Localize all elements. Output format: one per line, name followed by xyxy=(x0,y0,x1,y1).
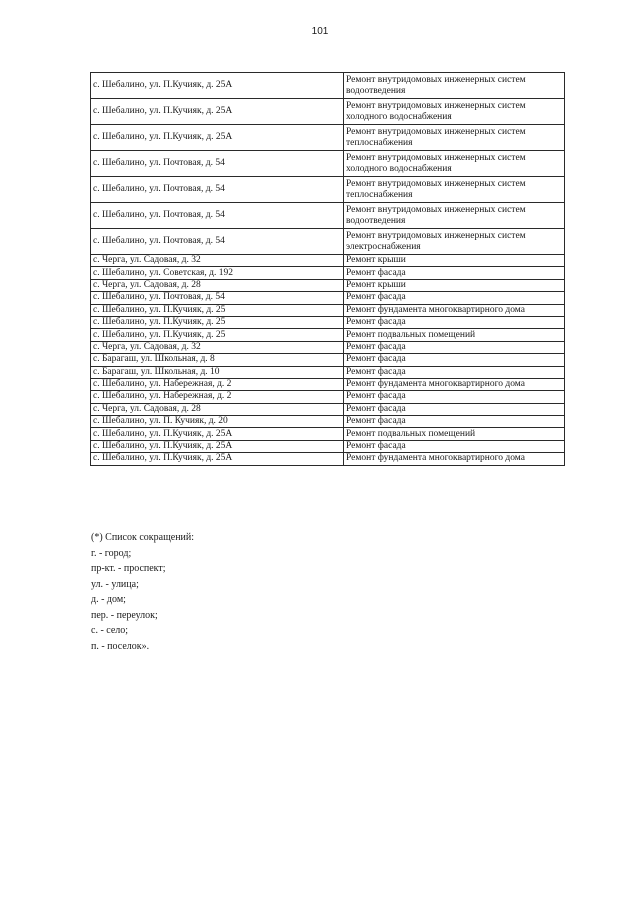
work-type-cell: Ремонт фасада xyxy=(344,267,565,279)
address-cell: с. Шебалино, ул. П.Кучияк, д. 25А xyxy=(91,73,344,99)
work-type-cell: Ремонт внутридомовых инженерных систем теплоснабжения xyxy=(344,177,565,203)
work-type-cell: Ремонт фундамента многоквартирного дома xyxy=(344,453,565,465)
work-type-cell: Ремонт внутридомовых инженерных систем холодного водоснабжения xyxy=(344,99,565,125)
address-cell: с. Шебалино, ул. Почтовая, д. 54 xyxy=(91,203,344,229)
abbreviation-item: с. - село; xyxy=(91,625,129,636)
address-cell: с. Шебалино, ул. П.Кучияк, д. 25А xyxy=(91,453,344,465)
table-row xyxy=(91,366,565,378)
work-type-cell: Ремонт внутридомовых инженерных систем электроснабжения xyxy=(344,229,565,255)
table-row xyxy=(91,428,565,440)
work-type-cell: Ремонт фасада xyxy=(344,416,565,428)
address-cell: с. Шебалино, ул. Почтовая, д. 54 xyxy=(91,151,344,177)
address-cell: с. Шебалино, ул. П.Кучияк, д. 25 xyxy=(91,304,344,316)
work-type-cell: Ремонт крыши xyxy=(344,279,565,291)
abbreviations-list xyxy=(91,530,194,654)
work-type-cell: Ремонт крыши xyxy=(344,255,565,267)
work-type-cell: Ремонт внутридомовых инженерных систем водоотведения xyxy=(344,203,565,229)
address-cell: с. Шебалино, ул. П.Кучияк, д. 25А xyxy=(91,428,344,440)
address-cell: с. Шебалино, ул. Почтовая, д. 54 xyxy=(91,229,344,255)
address-cell: с. Черга, ул. Садовая, д. 32 xyxy=(91,341,344,353)
work-type-cell: Ремонт фундамента многоквартирного дома xyxy=(344,304,565,316)
work-type-cell: Ремонт внутридомовых инженерных систем теплоснабжения xyxy=(344,125,565,151)
works-table xyxy=(90,72,565,466)
work-type-cell: Ремонт фасада xyxy=(344,292,565,304)
address-cell: с. Барагаш, ул. Школьная, д. 8 xyxy=(91,354,344,366)
abbreviations-title: (*) Список сокращений: xyxy=(91,532,195,543)
table-row xyxy=(91,99,565,125)
table-row xyxy=(91,440,565,452)
abbreviation-item: пр-кт. - проспект; xyxy=(91,563,166,574)
work-type-cell: Ремонт фасада xyxy=(344,391,565,403)
work-type-cell: Ремонт фундамента многоквартирного дома xyxy=(344,378,565,390)
address-cell: с. Шебалино, ул. Набережная, д. 2 xyxy=(91,378,344,390)
address-cell: с. Шебалино, ул. П.Кучияк, д. 25А xyxy=(91,125,344,151)
abbreviation-item: г. - город; xyxy=(91,547,132,559)
page-number: 101 xyxy=(311,26,329,37)
table-row xyxy=(91,403,565,415)
address-cell: с. Шебалино, ул. Почтовая, д. 54 xyxy=(91,177,344,203)
table-row xyxy=(91,203,565,229)
table-row xyxy=(91,329,565,341)
address-cell: с. Шебалино, ул. Почтовая, д. 54 xyxy=(91,292,344,304)
table-row xyxy=(91,267,565,279)
address-cell: с. Черга, ул. Садовая, д. 28 xyxy=(91,279,344,291)
work-type-cell: Ремонт подвальных помещений xyxy=(344,428,565,440)
table-row xyxy=(91,416,565,428)
work-type-cell: Ремонт фасада xyxy=(344,440,565,452)
table-row xyxy=(91,354,565,366)
table-row xyxy=(91,304,565,316)
address-cell: с. Шебалино, ул. П. Кучияк, д. 20 xyxy=(91,416,344,428)
table-row xyxy=(91,73,565,99)
table-row xyxy=(91,177,565,203)
table-row xyxy=(91,341,565,353)
work-type-cell: Ремонт фасада xyxy=(344,316,565,328)
abbreviation-item: ул. - улица; xyxy=(91,578,139,590)
table-row xyxy=(91,151,565,177)
work-type-cell: Ремонт внутридомовых инженерных систем водоотведения xyxy=(344,73,565,99)
table-row xyxy=(91,292,565,304)
address-cell: с. Шебалино, ул. П.Кучияк, д. 25А xyxy=(91,440,344,452)
address-cell: с. Шебалино, ул. П.Кучияк, д. 25 xyxy=(91,329,344,341)
abbreviation-item: пер. - переулок; xyxy=(91,609,158,621)
work-type-cell: Ремонт фасада xyxy=(344,403,565,415)
table-row xyxy=(91,255,565,267)
abbreviation-item: д. - дом; xyxy=(91,594,126,605)
table-row xyxy=(91,316,565,328)
work-type-cell: Ремонт фасада xyxy=(344,341,565,353)
address-cell: с. Шебалино, ул. Советская, д. 192 xyxy=(91,267,344,279)
table-row xyxy=(91,125,565,151)
address-cell: с. Шебалино, ул. Набережная, д. 2 xyxy=(91,391,344,403)
work-type-cell: Ремонт фасада xyxy=(344,366,565,378)
works-table-body xyxy=(91,73,565,466)
address-cell: с. Черга, ул. Садовая, д. 32 xyxy=(91,255,344,267)
address-cell: с. Шебалино, ул. П.Кучияк, д. 25 xyxy=(91,316,344,328)
table-row xyxy=(91,378,565,390)
table-row xyxy=(91,453,565,465)
address-cell: с. Барагаш, ул. Школьная, д. 10 xyxy=(91,366,344,378)
table-row xyxy=(91,391,565,403)
table-row xyxy=(91,279,565,291)
work-type-cell: Ремонт подвальных помещений xyxy=(344,329,565,341)
work-type-cell: Ремонт внутридомовых инженерных систем холодного водоснабжения xyxy=(344,151,565,177)
work-type-cell: Ремонт фасада xyxy=(344,354,565,366)
address-cell: с. Шебалино, ул. П.Кучияк, д. 25А xyxy=(91,99,344,125)
table-row xyxy=(91,229,565,255)
abbreviation-item: п. - поселок». xyxy=(91,640,150,652)
address-cell: с. Черга, ул. Садовая, д. 28 xyxy=(91,403,344,415)
